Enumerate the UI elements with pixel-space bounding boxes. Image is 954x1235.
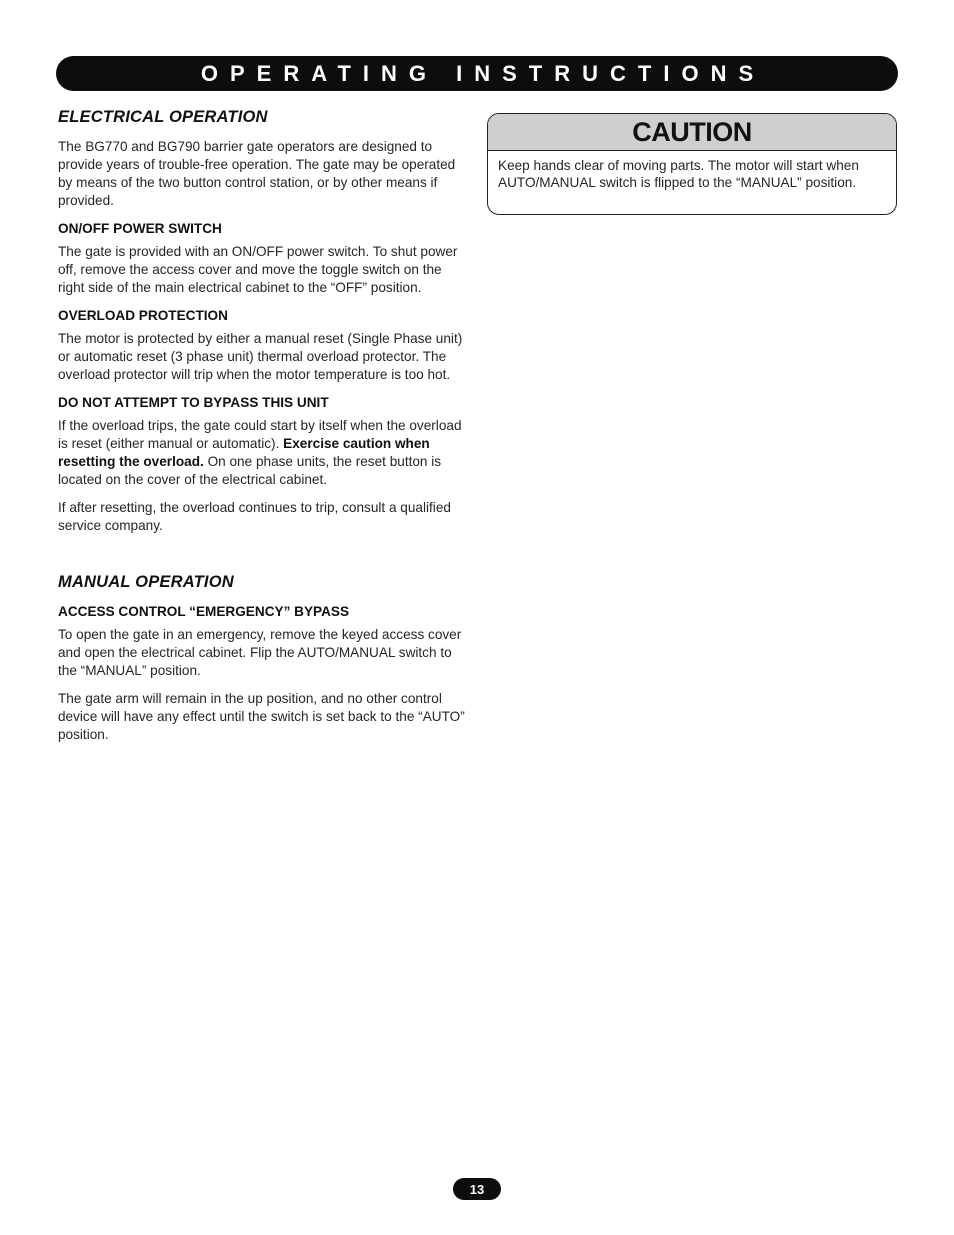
emergency-bypass-paragraph-1: To open the gate in an emergency, remove the keyed access cover and open the electrical cabinet. Flip the AUTO/MANUAL switch to the “MANUAL” position.: [58, 627, 462, 678]
caution-label: CAUTION: [632, 116, 752, 147]
bypass-text-before: If the overload trips, the gate could start by itself when the overload is reset (either manual or automatic).: [58, 418, 462, 451]
electrical-operation-heading: ELECTRICAL OPERATION: [58, 108, 268, 126]
emergency-bypass-heading: ACCESS CONTROL “EMERGENCY” BYPASS: [58, 604, 350, 619]
page-number: 13: [453, 1178, 501, 1200]
bypass-paragraph-2: If after resetting, the overload continues to trip, consult a qualified service company.: [58, 500, 451, 533]
caution-text: Keep hands clear of moving parts. The motor will start when AUTO/MANUAL switch is flipped to the “MANUAL” position.: [498, 158, 859, 190]
power-switch-paragraph: The gate is provided with an ON/OFF power switch. To shut power off, remove the access cover and move the toggle switch on the right side of the main electrical cabinet to the “OFF” position.: [58, 244, 458, 295]
page-title: OPERATING INSTRUCTIONS: [200, 60, 766, 86]
electrical-intro-paragraph: The BG770 and BG790 barrier gate operators are designed to provide years of trouble-free operation. The gate may be operated by means of the two button control station, or by other means if provided.: [58, 139, 456, 208]
emergency-bypass-paragraph-2: The gate arm will remain in the up position, and no other control device will have any effect until the switch is set back to the “AUTO” position.: [58, 691, 465, 742]
power-switch-heading: ON/OFF POWER SWITCH: [58, 221, 222, 236]
overload-protection-heading: OVERLOAD PROTECTION: [58, 308, 228, 323]
bypass-warning-heading: DO NOT ATTEMPT TO BYPASS THIS UNIT: [58, 395, 329, 410]
overload-protection-paragraph: The motor is protected by either a manual reset (Single Phase unit) or automatic reset (3 phase unit) thermal overload protector. The overload protector will trip when the motor temperature is too hot.: [58, 331, 463, 382]
bypass-text-after: On one phase units, the reset button is located on the cover of the electrical cabinet.: [58, 454, 442, 487]
caution-header: [488, 114, 896, 151]
left-column: [58, 108, 468, 754]
header-bar: [56, 56, 898, 91]
manual-operation-heading: MANUAL OPERATION: [58, 573, 234, 591]
caution-box: [487, 113, 897, 215]
bypass-paragraph: [58, 417, 468, 489]
bypass-text-bold: Exercise caution when resetting the overload.: [58, 436, 430, 469]
